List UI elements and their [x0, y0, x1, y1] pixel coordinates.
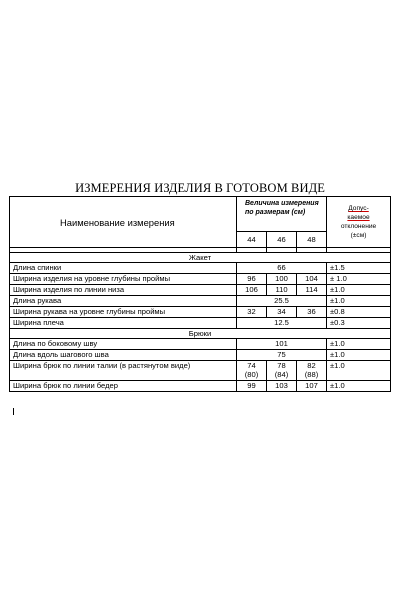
- size-44: 44: [237, 231, 267, 247]
- value-main: 74: [247, 361, 256, 370]
- measurement-value: 100: [267, 274, 297, 285]
- size-48: 48: [297, 231, 327, 247]
- measurement-name: Ширина брюк по линии бедер: [10, 381, 237, 392]
- table-row: [10, 361, 391, 381]
- measurement-value: 32: [237, 307, 267, 318]
- table-row: [10, 285, 391, 296]
- value-stretched: (84): [274, 370, 289, 379]
- measurement-tolerance: ± 1.0: [327, 274, 391, 285]
- section-title: Жакет: [10, 253, 391, 263]
- measurement-tolerance: ±1.0: [327, 361, 391, 381]
- measurement-value: 107: [297, 381, 327, 392]
- measurement-value: 110: [267, 285, 297, 296]
- measurement-name: Длина по боковому шву: [10, 339, 237, 350]
- table-row: [10, 339, 391, 350]
- table-row: [10, 274, 391, 285]
- measurement-name: Длина вдоль шагового шва: [10, 350, 237, 361]
- value-main: 82: [307, 361, 316, 370]
- measurement-value: [297, 361, 327, 381]
- header-row: [10, 197, 391, 232]
- measurement-name: Ширина изделия на уровне глубины проймы: [10, 274, 237, 285]
- measurement-value: 104: [297, 274, 327, 285]
- measurement-name: Ширина плеча: [10, 318, 237, 329]
- measurement-tolerance: ±1.0: [327, 285, 391, 296]
- header-size-group: Величина измерения по размерам (см): [237, 197, 327, 232]
- table-row: [10, 307, 391, 318]
- measurement-tolerance: ±0.8: [327, 307, 391, 318]
- header-tolerance-line1: Допус-: [348, 205, 369, 212]
- table-row: [10, 350, 391, 361]
- table-row: [10, 381, 391, 392]
- section-title: Брюки: [10, 329, 391, 339]
- measurement-tolerance: ±1.0: [327, 381, 391, 392]
- value-stretched: (80): [244, 370, 259, 379]
- measurement-value: [237, 361, 267, 381]
- header-tolerance-line2: каемое: [347, 214, 370, 221]
- measurement-value: 36: [297, 307, 327, 318]
- measurement-name: Ширина изделия по линии низа: [10, 285, 237, 296]
- document-title: ИЗМЕРЕНИЯ ИЗДЕЛИЯ В ГОТОВОМ ВИДЕ: [75, 181, 325, 195]
- text-cursor-mark: [13, 408, 14, 415]
- measurement-tolerance: ±1.0: [327, 339, 391, 350]
- section-jacket: [10, 253, 391, 263]
- measurement-value: 12.5: [237, 318, 327, 329]
- measurement-name: Длина рукава: [10, 296, 237, 307]
- measurement-value: 114: [297, 285, 327, 296]
- header-measurement-name: Наименование измерения: [10, 197, 237, 248]
- measurement-value: 106: [237, 285, 267, 296]
- measurement-value: 75: [237, 350, 327, 361]
- measurement-tolerance: ±1.0: [327, 350, 391, 361]
- measurement-value: 103: [267, 381, 297, 392]
- measurement-value: 99: [237, 381, 267, 392]
- value-main: 78: [277, 361, 286, 370]
- measurement-tolerance: ±0.3: [327, 318, 391, 329]
- value-stretched: (88): [304, 370, 319, 379]
- measurement-value: 34: [267, 307, 297, 318]
- measurement-tolerance: ±1.0: [327, 296, 391, 307]
- table-row: [10, 296, 391, 307]
- table-row: [10, 318, 391, 329]
- header-tolerance-line3: отклонение: [340, 223, 377, 230]
- measurement-value: 101: [237, 339, 327, 350]
- measurements-table: [9, 196, 391, 392]
- measurement-name: Ширина рукава на уровне глубины проймы: [10, 307, 237, 318]
- header-tolerance: [327, 197, 391, 248]
- measurement-tolerance: ±1.5: [327, 263, 391, 274]
- table-row: [10, 263, 391, 274]
- measurement-name: Ширина брюк по линии талии (в растянутом виде): [10, 361, 237, 381]
- measurement-name: Длина спинки: [10, 263, 237, 274]
- measurement-value: 66: [237, 263, 327, 274]
- measurement-value: 96: [237, 274, 267, 285]
- size-46: 46: [267, 231, 297, 247]
- header-tolerance-line4: (±см): [350, 232, 367, 239]
- section-trousers: [10, 329, 391, 339]
- measurement-value: [267, 361, 297, 381]
- measurement-value: 25.5: [237, 296, 327, 307]
